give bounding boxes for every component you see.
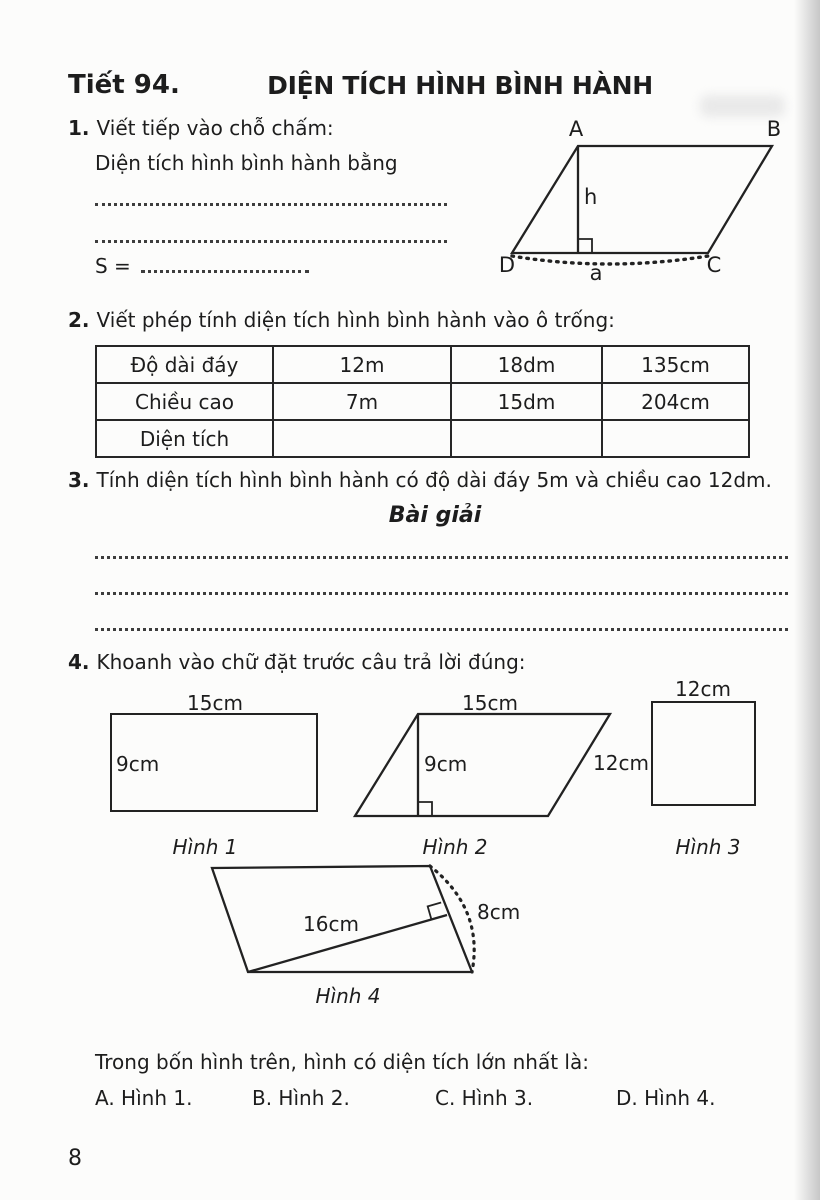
fig3-width-label: 12cm <box>675 677 731 701</box>
solution-heading: Bài giải <box>388 503 482 528</box>
parallelogram-diagram <box>490 114 800 286</box>
base-a-label: a <box>589 261 603 285</box>
table-row-base <box>96 346 749 383</box>
height-h-label: h <box>584 185 598 209</box>
fig2-outline <box>355 714 610 816</box>
q1-prompt-line <box>68 116 334 140</box>
option-b: B. Hình 2. <box>252 1086 350 1110</box>
q4-final-question: Trong bốn hình trên, hình có diện tích lớn nhất là: <box>95 1050 589 1074</box>
cell-height-2: 15dm <box>451 383 602 420</box>
option-d: D. Hình 4. <box>616 1086 716 1110</box>
fig3-square <box>651 701 756 806</box>
table-row-area <box>96 420 749 457</box>
q2-prompt: Viết phép tính diện tích hình bình hành vào ô trống: <box>96 308 615 332</box>
fig1-caption: Hình 1 <box>172 835 238 859</box>
s-label: S = <box>95 254 131 278</box>
vertex-a-label: A <box>568 117 584 141</box>
right-angle-mark <box>578 239 592 253</box>
q3-answer-line-1 <box>95 556 788 559</box>
option-c: C. Hình 3. <box>435 1086 534 1110</box>
q1-statement: Diện tích hình bình hành bằng <box>95 151 398 175</box>
q3-number: 3. <box>68 468 90 492</box>
q1-answer-line-1 <box>95 203 447 206</box>
cell-base-3: 135cm <box>602 346 749 383</box>
fig4-caption: Hình 4 <box>315 984 381 1008</box>
lesson-number: Tiết 94. <box>68 70 180 100</box>
q2-number: 2. <box>68 308 90 332</box>
fig2-width-label: 15cm <box>462 691 518 715</box>
q4-prompt: Khoanh vào chữ đặt trước câu trả lời đúng: <box>96 650 526 674</box>
base-brace-dotted-arc <box>512 256 708 264</box>
fig1-width-label: 15cm <box>187 691 243 715</box>
cell-height-1: 7m <box>273 383 451 420</box>
cell-height-3: 204cm <box>602 383 749 420</box>
row-label-base: Độ dài đáy <box>96 346 273 383</box>
fig4-base-label: 16cm <box>303 912 359 936</box>
table-row-height <box>96 383 749 420</box>
s-answer-fill <box>141 270 309 273</box>
cell-base-1: 12m <box>273 346 451 383</box>
fig3-caption: Hình 3 <box>675 835 741 859</box>
q1-formula-line <box>95 254 309 278</box>
row-label-area: Diện tích <box>96 420 273 457</box>
page-number: 8 <box>68 1146 82 1171</box>
fig1-height-label: 9cm <box>116 752 160 776</box>
q3-answer-line-3 <box>95 628 788 631</box>
parallelogram-outline <box>512 146 772 253</box>
q3-prompt: Tính diện tích hình bình hành có độ dài đáy 5m và chiều cao 12dm. <box>96 468 772 492</box>
fig2-parallelogram <box>348 706 620 822</box>
q4-number: 4. <box>68 650 90 674</box>
page-title: DIỆN TÍCH HÌNH BÌNH HÀNH <box>267 71 653 100</box>
cell-base-2: 18dm <box>451 346 602 383</box>
vertex-c-label: C <box>706 253 722 277</box>
cell-area-3 <box>602 420 749 457</box>
vertex-b-label: B <box>766 117 782 141</box>
fig3-side-label: 12cm <box>593 751 649 775</box>
q1-prompt: Viết tiếp vào chỗ chấm: <box>96 116 334 140</box>
q1-number: 1. <box>68 116 90 140</box>
q4-prompt-line <box>68 650 526 674</box>
cell-area-1 <box>273 420 451 457</box>
fig2-height-label: 9cm <box>424 752 468 776</box>
row-label-height: Chiều cao <box>96 383 273 420</box>
cell-area-2 <box>451 420 602 457</box>
q2-prompt-line <box>68 308 615 332</box>
q3-answer-line-2 <box>95 592 788 595</box>
option-a: A. Hình 1. <box>95 1086 193 1110</box>
q1-answer-line-2 <box>95 240 447 243</box>
vertex-d-label: D <box>498 253 516 277</box>
fig4-height-label: 8cm <box>477 900 521 924</box>
fig2-right-angle-mark <box>418 802 432 816</box>
fig2-caption: Hình 2 <box>422 835 488 859</box>
q3-prompt-line <box>68 468 772 492</box>
q2-table <box>95 345 750 458</box>
